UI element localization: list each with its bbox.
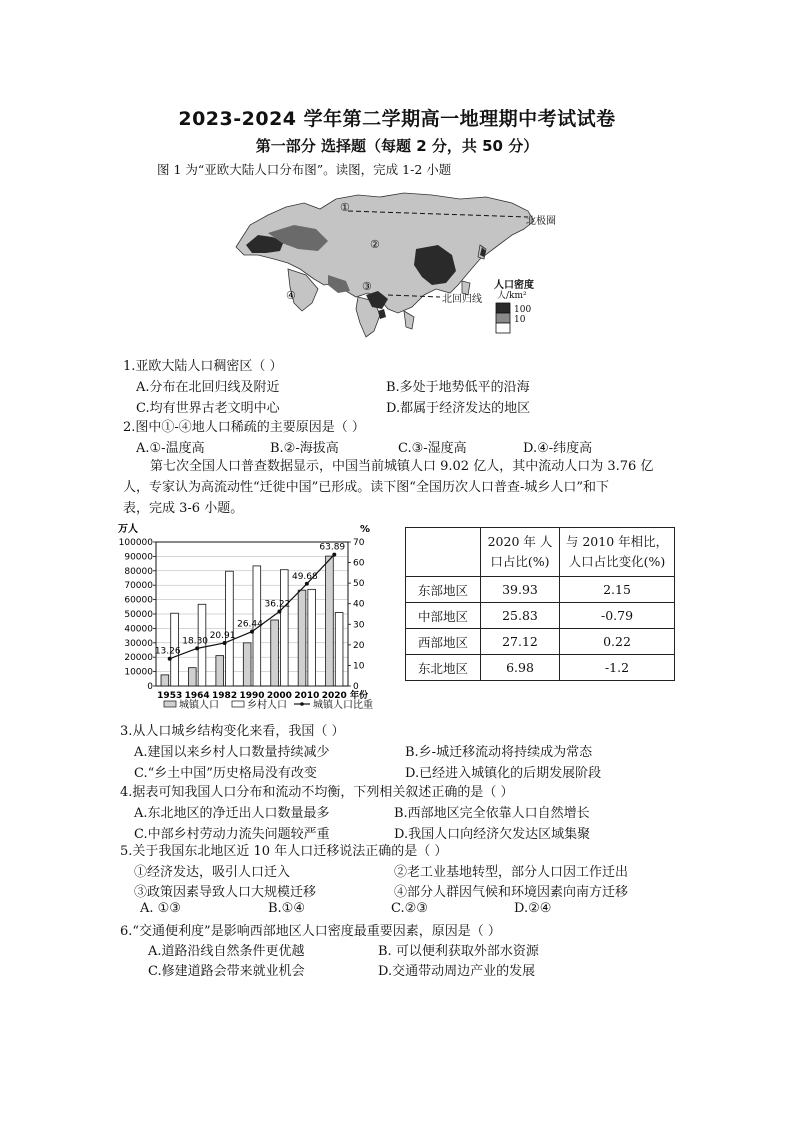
map-marker-1: ① — [340, 201, 350, 214]
chart-x-tick-label: 2010 — [294, 691, 320, 701]
chart-bar-urban — [271, 620, 279, 686]
arctic-circle-label: 北极圈 — [526, 216, 556, 227]
chart-right-tick-label: 10 — [353, 661, 365, 672]
chart-left-tick-label: 70000 — [124, 581, 153, 592]
q5-statement-3: ③政策因素导致人口大规模迁移 — [134, 885, 317, 900]
q1-option-c[interactable]: C.均有世界古老文明中心 — [136, 401, 280, 416]
chart-left-unit: 万人 — [118, 524, 138, 535]
exam-title: 2023-2024 学年第二学期高一地理期中考试试卷 — [178, 108, 616, 130]
chart-right-unit: % — [360, 524, 371, 535]
chart-point-urban-ratio — [250, 630, 254, 634]
q4-option-c[interactable]: C.中部乡村劳动力流失问题较严重 — [134, 827, 330, 842]
chart-point-urban-ratio — [195, 646, 199, 650]
chart-legend-line-label: 城镇人口比重 — [313, 700, 373, 711]
chart-legend-rural-swatch — [232, 701, 244, 707]
q5-option-d[interactable]: D.②④ — [514, 901, 552, 916]
q6-stem: 6.“交通便利度”是影响西部地区人口密度最重要因素，原因是（ ） — [120, 924, 501, 939]
table-cell-region: 东部地区 — [406, 577, 481, 603]
chart-point-urban-ratio — [223, 641, 227, 645]
table-header-change-line-1: 与 2010 年相比， — [565, 534, 669, 549]
q2-option-d[interactable]: D.④-纬度高 — [523, 441, 593, 456]
chart-bar-urban — [216, 656, 224, 686]
chart-x-tick-label: 1953 — [157, 691, 183, 701]
table-cell-share: 25.83 — [481, 603, 560, 629]
chart-data-label: 26.44 — [237, 619, 263, 630]
chart-bar-rural — [280, 570, 288, 686]
table-cell-change: -0.79 — [560, 603, 675, 629]
chart-point-urban-ratio — [168, 657, 172, 661]
q3-option-c[interactable]: C.“乡土中国”历史格局没有改变 — [134, 766, 317, 781]
census-chart — [108, 520, 398, 720]
chart-data-label: 18.30 — [182, 636, 209, 647]
chart-x-tick-label: 1964 — [184, 691, 210, 701]
q4-option-d[interactable]: D.我国人口向经济欠发达区域集聚 — [394, 827, 591, 842]
chart-left-tick-label: 80000 — [124, 566, 153, 577]
chart-bar-urban — [243, 643, 251, 686]
table-cell-region: 东北地区 — [406, 655, 481, 681]
chart-right-tick-label: 40 — [353, 599, 365, 610]
table-header-share-line-1: 2020 年 人 — [487, 534, 553, 549]
chart-right-tick-label: 30 — [353, 620, 365, 631]
q5-option-a[interactable]: A. ①③ — [140, 901, 181, 916]
chart-right-tick-label: 20 — [353, 640, 365, 651]
table-header-empty — [406, 528, 481, 577]
chart-left-tick-label: 60000 — [124, 595, 153, 606]
chart-bar-urban — [161, 675, 169, 686]
chart-legend-rural-label: 乡村人口 — [247, 700, 287, 711]
chart-left-tick-label: 20000 — [124, 653, 153, 664]
table-cell-region: 中部地区 — [406, 603, 481, 629]
table-header-change — [560, 528, 675, 577]
chart-left-tick-label: 90000 — [124, 552, 153, 563]
table-header-share — [481, 528, 560, 577]
chart-data-label: 63.89 — [319, 542, 346, 553]
q6-option-b[interactable]: B. 可以便利获取外部水资源 — [378, 944, 539, 959]
chart-point-urban-ratio — [305, 582, 309, 586]
intro-census-line-3: 表，完成 3-6 小题。 — [123, 501, 244, 516]
q2-option-a[interactable]: A.①-温度高 — [136, 441, 205, 456]
q4-option-b[interactable]: B.西部地区完全依靠人口自然增长 — [394, 806, 590, 821]
q2-option-b[interactable]: B.②-海拔高 — [270, 441, 339, 456]
table-cell-region: 西部地区 — [406, 629, 481, 655]
section-heading: 第一部分 选择题（每题 2 分，共 50 分） — [255, 137, 539, 155]
chart-left-tick-label: 0 — [147, 682, 153, 692]
table-cell-change: -1.2 — [560, 655, 675, 681]
chart-x-tick-label: 1990 — [239, 691, 265, 701]
q6-option-a[interactable]: A.道路沿线自然条件更优越 — [148, 944, 305, 959]
chart-point-urban-ratio — [277, 609, 281, 613]
chart-left-tick-label: 30000 — [124, 638, 153, 649]
q3-option-a[interactable]: A.建国以来乡村人口数量持续减少 — [134, 745, 330, 760]
table-cell-change: 2.15 — [560, 577, 675, 603]
q3-option-d[interactable]: D.已经进入城镇化的后期发展阶段 — [405, 766, 602, 781]
chart-bar-rural — [226, 571, 234, 686]
table-header-share-line-2: 口占比(%) — [490, 554, 550, 569]
q4-option-a[interactable]: A.东北地区的净迁出人口数量最多 — [134, 806, 330, 821]
q1-option-d[interactable]: D.都属于经济发达的地区 — [386, 401, 531, 416]
table-header-change-line-2: 人口占比变化(%) — [568, 554, 666, 569]
chart-bar-urban — [298, 590, 306, 686]
chart-point-urban-ratio — [332, 553, 336, 557]
chart-right-tick-label: 0 — [353, 682, 359, 692]
chart-data-label: 13.26 — [154, 646, 181, 657]
chart-right-tick-label: 50 — [353, 579, 365, 590]
q5-statement-1: ①经济发达，吸引人口迁入 — [134, 865, 291, 880]
table-row — [406, 577, 675, 603]
map-marker-3: ③ — [362, 280, 372, 293]
table-row — [406, 629, 675, 655]
q6-option-d[interactable]: D.交通带动周边产业的发展 — [378, 964, 536, 979]
legend-100: 100 — [514, 305, 532, 315]
q4-stem: 4.据表可知我国人口分布和流动不均衡，下列相关叙述正确的是（ ） — [120, 785, 514, 800]
chart-x-tick-label: 1982 — [212, 691, 238, 701]
q5-statement-4: ④部分人群因气候和环境因素向南方迁移 — [394, 885, 629, 900]
chart-x-tick-label: 2020 — [321, 691, 347, 701]
tropic-label: 北回归线 — [442, 294, 482, 305]
intro-census-line-2: 人，专家认为高流动性“迁徙中国”已形成。读下图“全国历次人口普查-城乡人口”和下 — [123, 480, 609, 495]
legend-title: 人口密度 — [494, 280, 534, 291]
chart-data-label: 36.22 — [264, 599, 291, 610]
q5-option-b[interactable]: B.①④ — [268, 901, 305, 916]
chart-bar-rural — [308, 589, 316, 686]
chart-legend-line-marker — [300, 702, 304, 706]
map-marker-2: ② — [370, 238, 380, 251]
map-marker-4: ④ — [286, 289, 296, 302]
intro-figure-1: 图 1 为“亚欧大陆人口分布图”。读图，完成 1-2 小题 — [157, 162, 452, 177]
q1-option-a[interactable]: A.分布在北回归线及附近 — [136, 380, 280, 395]
chart-legend-urban-swatch — [164, 701, 176, 707]
legend-10: 10 — [514, 315, 526, 325]
q3-stem: 3.从人口城乡结构变化来看，我国（ ） — [120, 724, 345, 739]
chart-legend-urban-label: 城镇人口 — [179, 700, 219, 711]
chart-left-tick-label: 100000 — [118, 538, 153, 548]
intro-census-line-1: 第七次全国人口普查数据显示，中国当前城镇人口 9.02 亿人，其中流动人口为 3.76 亿 — [150, 459, 654, 474]
table-header-row — [406, 528, 675, 577]
q1-stem: 1.亚欧大陆人口稠密区（ ） — [123, 359, 283, 374]
q2-option-c[interactable]: C.③-湿度高 — [398, 441, 467, 456]
legend-unit: 人/km² — [497, 291, 527, 301]
chart-data-label: 49.68 — [291, 571, 318, 582]
chart-right-tick-label: 70 — [353, 538, 365, 548]
chart-x-axis-label: 年份 — [350, 691, 369, 701]
q5-stem: 5.关于我国东北地区近 10 年人口迁移说法正确的是（ ） — [120, 844, 448, 859]
region-population-table — [405, 527, 675, 681]
legend-box — [496, 303, 510, 333]
q5-statement-2: ②老工业基地转型，部分人口因工作迁出 — [394, 865, 629, 880]
table-cell-share: 39.93 — [481, 577, 560, 603]
chart-left-tick-label: 50000 — [124, 610, 153, 620]
q1-option-b[interactable]: B.多处于地势低平的沿海 — [386, 380, 530, 395]
table-row — [406, 655, 675, 681]
table-cell-share: 27.12 — [481, 629, 560, 655]
table-row — [406, 603, 675, 629]
q5-option-c[interactable]: C.②③ — [391, 901, 428, 916]
chart-data-label: 20.91 — [209, 630, 236, 641]
chart-x-tick-label: 2000 — [266, 691, 292, 701]
q6-option-c[interactable]: C.修建道路会带来就业机会 — [148, 964, 305, 979]
q2-stem: 2.图中①-④地人口稀疏的主要原因是（ ） — [123, 420, 365, 435]
q3-option-b[interactable]: B.乡-城迁移流动将持续成为常态 — [405, 745, 593, 760]
chart-left-tick-label: 40000 — [124, 624, 153, 635]
chart-bar-urban — [188, 668, 196, 686]
chart-left-tick-label: 10000 — [124, 667, 153, 678]
table-cell-change: 0.22 — [560, 629, 675, 655]
table-cell-share: 6.98 — [481, 655, 560, 681]
chart-bar-urban — [326, 556, 334, 686]
chart-bar-rural — [335, 613, 343, 686]
chart-right-tick-label: 60 — [353, 558, 365, 569]
